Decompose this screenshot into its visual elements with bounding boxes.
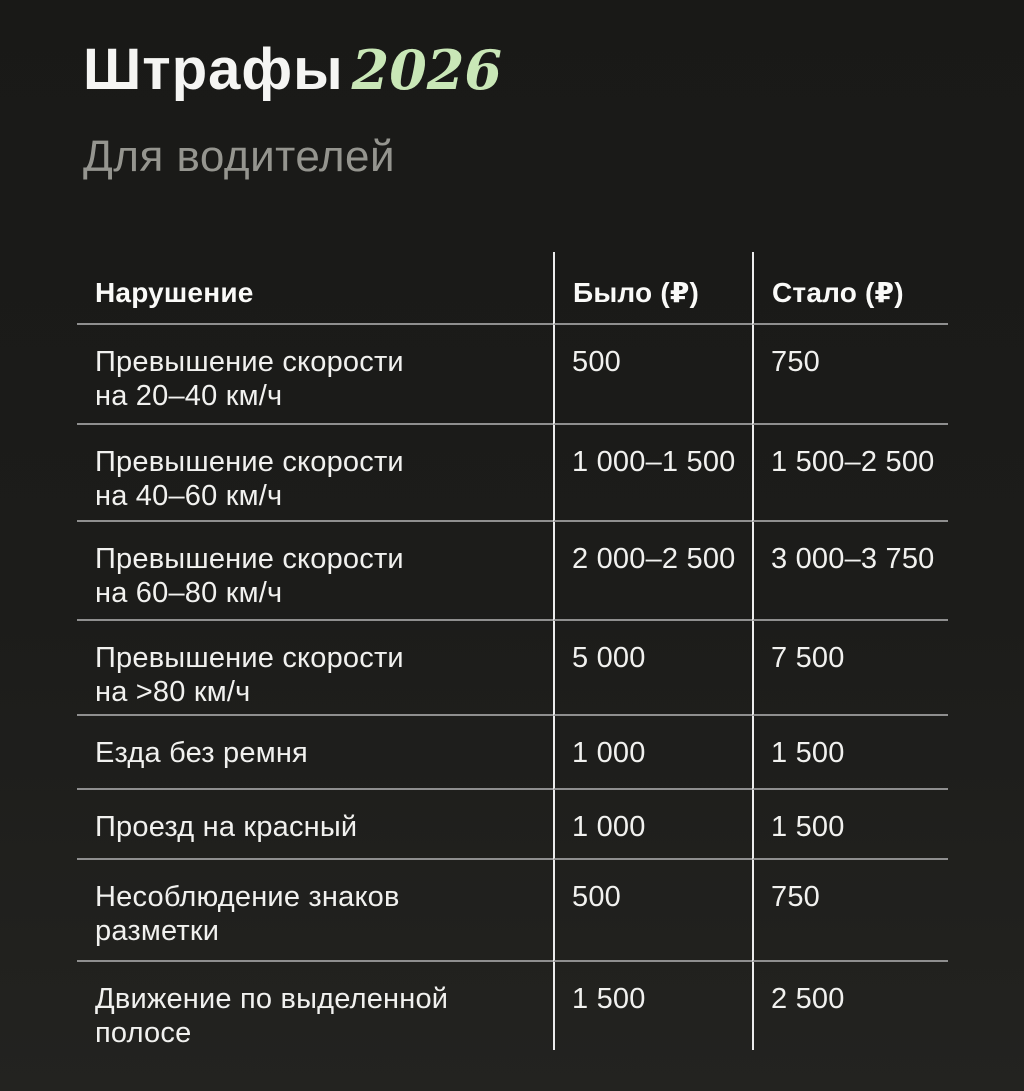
fines-table-body bbox=[77, 325, 948, 1049]
was-amount-cell: 5 000 bbox=[553, 621, 752, 716]
table-header-row bbox=[77, 252, 948, 325]
violation-cell: Превышение скорости на 60–80 км/ч bbox=[77, 522, 553, 621]
now-amount-cell: 1 500 bbox=[752, 790, 948, 860]
table-row bbox=[77, 716, 948, 790]
table-row bbox=[77, 522, 948, 621]
violation-cell: Превышение скорости на >80 км/ч bbox=[77, 621, 553, 716]
violation-cell: Несоблюдение знаков разметки bbox=[77, 860, 553, 962]
table-row bbox=[77, 621, 948, 716]
now-amount-cell: 750 bbox=[752, 325, 948, 425]
column-header-was: Было (₽) bbox=[553, 252, 752, 325]
table-row bbox=[77, 425, 948, 522]
was-amount-cell: 500 bbox=[553, 325, 752, 425]
now-amount-cell: 2 500 bbox=[752, 962, 948, 1050]
violation-cell: Проезд на красный bbox=[77, 790, 553, 860]
now-amount-cell: 7 500 bbox=[752, 621, 948, 716]
was-amount-cell: 500 bbox=[553, 860, 752, 962]
table-row bbox=[77, 962, 948, 1049]
page-subtitle: Для водителей bbox=[83, 132, 396, 181]
violation-cell: Превышение скорости на 20–40 км/ч bbox=[77, 325, 553, 425]
was-amount-cell: 1 000–1 500 bbox=[553, 425, 752, 522]
violation-cell: Езда без ремня bbox=[77, 716, 553, 790]
now-amount-cell: 1 500–2 500 bbox=[752, 425, 948, 522]
now-amount-cell: 750 bbox=[752, 860, 948, 962]
was-amount-cell: 1 500 bbox=[553, 962, 752, 1050]
was-amount-cell: 1 000 bbox=[553, 790, 752, 860]
was-amount-cell: 2 000–2 500 bbox=[553, 522, 752, 621]
table-row bbox=[77, 325, 948, 425]
page-title-text: Штрафы bbox=[83, 37, 344, 102]
table-row bbox=[77, 790, 948, 860]
page-title-year: 2026 bbox=[351, 38, 502, 102]
column-header-now: Стало (₽) bbox=[752, 252, 948, 325]
now-amount-cell: 1 500 bbox=[752, 716, 948, 790]
table-row bbox=[77, 860, 948, 962]
fines-table bbox=[77, 252, 948, 1049]
violation-cell: Движение по выделенной полосе bbox=[95, 983, 449, 1049]
violation-cell: Превышение скорости на 40–60 км/ч bbox=[77, 425, 553, 522]
column-header-violation: Нарушение bbox=[77, 252, 553, 325]
now-amount-cell: 3 000–3 750 bbox=[752, 522, 948, 621]
was-amount-cell: 1 000 bbox=[553, 716, 752, 790]
page-title bbox=[83, 36, 502, 103]
